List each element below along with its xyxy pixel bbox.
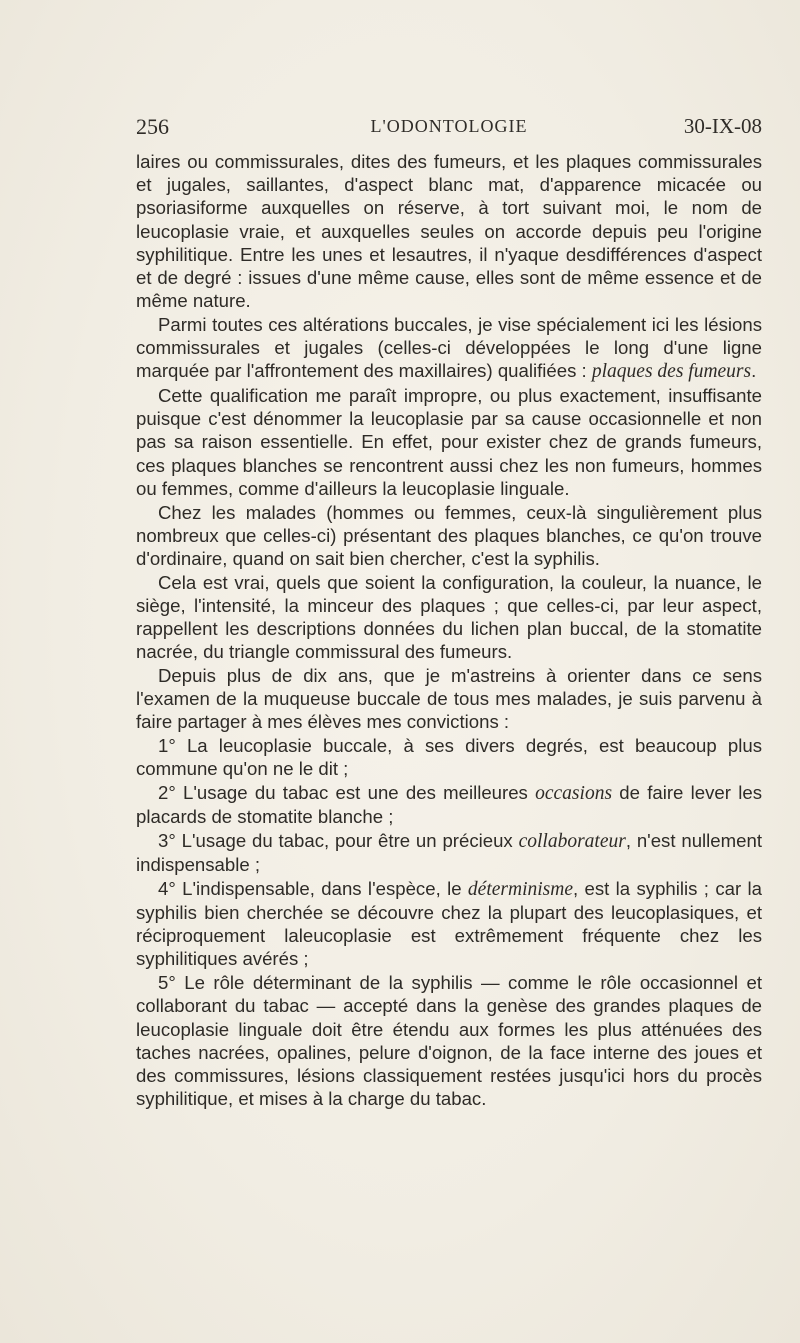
issue-date: 30-IX-08 <box>683 114 762 138</box>
paragraph-text: . <box>751 360 757 382</box>
paragraph-text: 2° L'usage du tabac est une des meilleures <box>158 781 536 803</box>
paragraph-text: de faire lever les placards de stomatite blanche ; <box>136 781 762 828</box>
list-item-5: 5° Le rôle déterminant de la syphilis — comme le rôle occasionnel et collaborant du tabac — accepté dans la genèse des grandes plaques de leucoplasie linguale doit être étendu aux formes les plus atténuées des taches nacrées, opalines, pelure d'oignon, de la face interne des joues et des commissures, lésions classiquement restées jusqu'ici hors du procès syphilitique, et mises à la charge du tabac. <box>136 972 762 1110</box>
paragraph-plaques-des-fumeurs <box>136 313 762 384</box>
paragraph-cela-est-vrai: Cela est vrai, quels que soient la configuration, la couleur, la nuance, le siège, l'intensité, la minceur des plaques ; que celles-ci, par leur aspect, rappellent les descriptions données du lichen plan buccal, de la stomatite nacrée, du triangle commissural des fumeurs. <box>136 571 762 663</box>
paragraph-continuation: laires ou commissurales, dites des fumeurs, et les plaques commissurales et jugales, saillantes, d'aspect blanc mat, d'apparence micacée ou psoriasiforme auxquelles on réserve, à tort suivant moi, le nom de leucoplasie vraie, et auxquelles seules on accorde depuis peu l'origine syphilitique. Entre les unes et lesautres, il n'yaque desdifférences d'aspect et de degré : issues d'une même cause, elles sont de même essence et de même nature. <box>136 151 762 312</box>
list-item-3 <box>136 829 762 876</box>
paragraph-text: 3° L'usage du tabac, pour être un précieux <box>158 829 519 851</box>
page-number: 256 <box>136 114 169 139</box>
list-item-4 <box>136 877 762 971</box>
list-item-2 <box>136 781 762 828</box>
paragraph-text: Parmi toutes ces altérations buccales, je vise spécialement ici les lésions commissurales et jugales (celles-ci développées le long d'une ligne marquée par l'affrontement des maxillaires) qualifiées : <box>136 313 762 382</box>
italic-term: collaborateur <box>518 830 626 852</box>
italic-term: occasions <box>535 782 613 804</box>
italic-term: déterminisme <box>467 878 573 900</box>
paragraph-text: , est la syphilis ; car la syphilis bien cherchée se découvre chez la plupart des leucoplasiques, et réciproquement laleucoplasie est extrêmement fréquente chez les syphilitiques avérés ; <box>136 877 762 970</box>
paragraph-text: 4° L'indispensable, dans l'espèce, le <box>158 877 468 899</box>
running-title: L'ODONTOLOGIE <box>370 116 528 136</box>
running-header <box>136 114 762 144</box>
paragraph-depuis: Depuis plus de dix ans, que je m'astreins à orienter dans ce sens l'examen de la muqueuse buccale de tous mes malades, je suis parvenu à faire partager à mes élèves mes convictions : <box>136 664 762 733</box>
italic-term: plaques des fumeurs <box>591 361 752 383</box>
list-item-1: 1° La leucoplasie buccale, à ses divers degrés, est beaucoup plus commune qu'on ne le dit ; <box>136 735 762 780</box>
paragraph-text: , n'est nullement indispensable ; <box>136 829 762 876</box>
article-body <box>136 150 762 1110</box>
paragraph-malades: Chez les malades (hommes ou femmes, ceux-là singulièrement plus nombreux que celles-ci) présentant des plaques blanches, ce qu'on trouve d'ordinaire, quand on sait bien chercher, c'est la syphilis. <box>136 501 762 569</box>
paragraph-qualification: Cette qualification me paraît impropre, ou plus exactement, insuffisante puisque c'est dénommer la leucoplasie par sa cause occasionnelle et non pas sa raison essentielle. En effet, pour exister chez de grands fumeurs, ces plaques blanches se rencontrent aussi chez les non fumeurs, hommes ou femmes, comme d'ailleurs la leucoplasie linguale. <box>136 385 762 499</box>
